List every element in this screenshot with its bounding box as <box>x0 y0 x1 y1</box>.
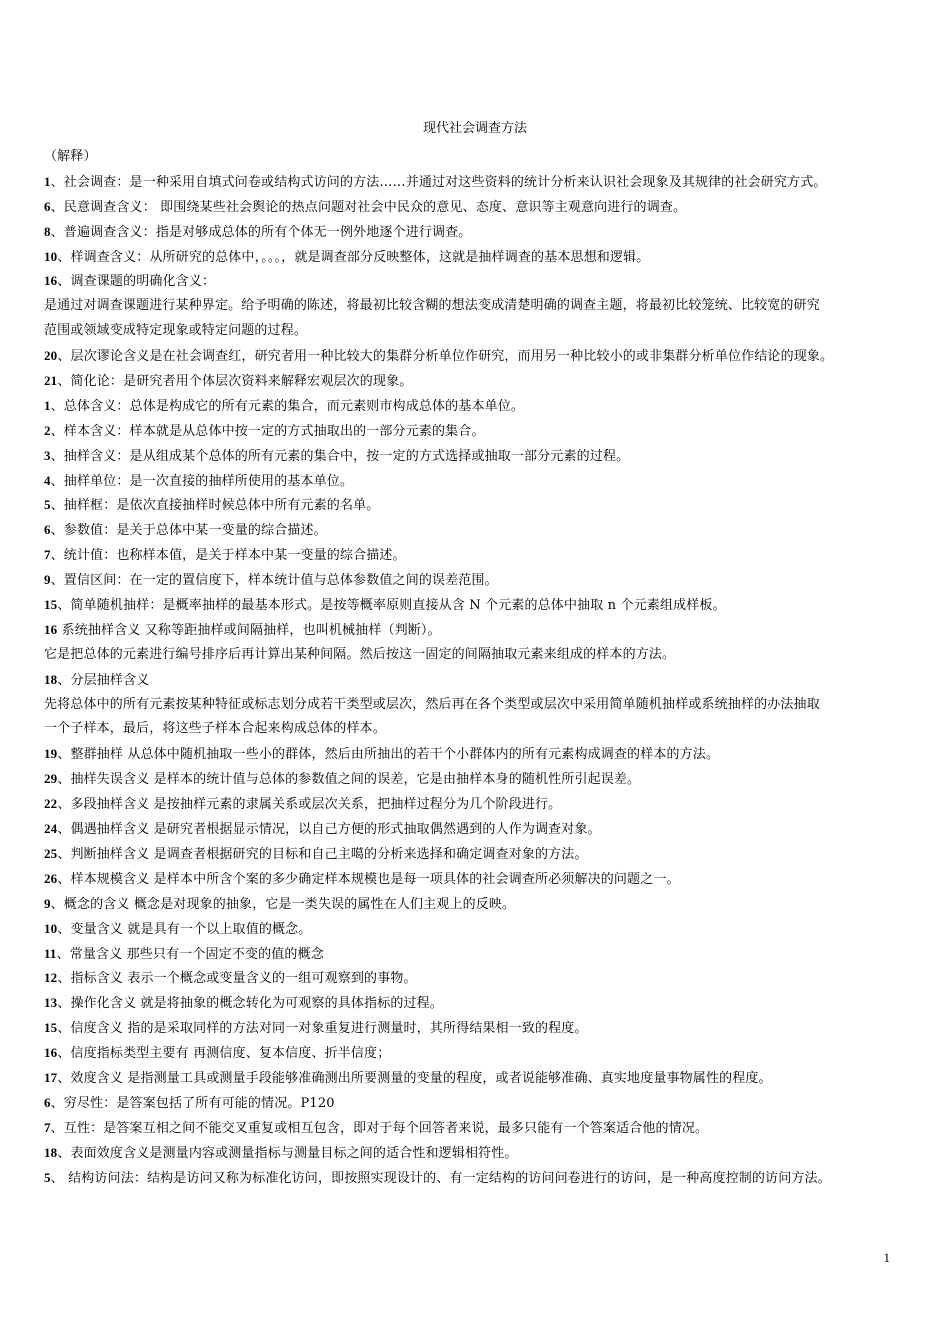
definition-line <box>44 1066 906 1091</box>
item-text: 、普遍调查含义：指是对够成总体的所有个体无一例外地逐个进行调查。 <box>50 224 472 240</box>
item-text: 、抽样失误含义 是样本的统计值与总体的参数值之间的误差，它是由抽样本身的随机性所引起误差。 <box>57 772 641 788</box>
item-text: 、穷尽性：是答案包括了所有可能的情况。P120 <box>50 1095 335 1111</box>
item-number: 2 <box>44 422 51 438</box>
item-text: 、调查课题的明确化含义： <box>57 274 216 290</box>
definition-line <box>44 1091 906 1116</box>
definition-line <box>44 867 906 892</box>
item-text: 、层次谬论含义是在社会调查红，研究者用一种比较大的集群分析单位作研究，而用另一种比较小的或非集群分析单位作结论的现象。 <box>57 349 834 365</box>
definition-line <box>44 991 906 1016</box>
definition-line <box>44 693 906 718</box>
item-text: 是通过对调查课题进行某种界定。给予明确的陈述，将最初比较含糊的想法变成清楚明确的调查主题，将最初比较笼统、比较宽的研究 <box>44 298 820 314</box>
item-number: 16 <box>44 273 58 289</box>
item-text: 、样调查含义：从所研究的总体中，。。。，就是调查部分反映整体，这就是抽样调查的基本思想和逻辑。 <box>57 249 650 265</box>
item-text: 、社会调查：是一种采用自填式问卷或结构式访问的方法……并通过对这些资料的统计分析来认识社会现象及其规律的社会研究方式。 <box>50 174 827 190</box>
item-text: 一个子样本，最后，将这些子样本合起来构成总体的样本。 <box>44 721 386 737</box>
item-number: 6 <box>44 1094 51 1110</box>
item-text: 、样本规模含义 是样本中所含个案的多少确定样本规模也是每一项具体的社会调查所必须解决的问题之一。 <box>57 871 680 887</box>
item-text: 先将总体中的所有元素按某种特征或标志划分成若干类型或层次，然后再在各个类型或层次中采用简单随机抽样或系统抽样的办法抽取 <box>44 696 820 712</box>
item-number: 16 <box>44 621 58 637</box>
page-number: 1 <box>883 1250 890 1265</box>
item-text: 、统计值：也称样本值，是关于样本中某一变量的综合描述。 <box>50 548 406 564</box>
definition-line <box>44 917 906 942</box>
item-number: 1 <box>44 173 51 189</box>
item-text: 它是把总体的元素进行编号排序后再计算出某种间隔。然后按这一固定的间隔抽取元素来组成的样本的方法。 <box>44 646 676 662</box>
item-number: 10 <box>44 920 58 936</box>
definition-line <box>44 444 906 469</box>
definition-line <box>44 220 906 245</box>
item-text: 、样本含义：样本就是从总体中按一定的方式抽取出的一部分元素的集合。 <box>50 423 485 439</box>
item-number: 6 <box>44 522 51 538</box>
definition-line <box>44 394 906 419</box>
item-number: 26 <box>44 870 58 886</box>
item-number: 11 <box>44 945 57 961</box>
item-text: 、操作化含义 就是将抽象的概念转化为可观察的具体指标的过程。 <box>57 996 443 1012</box>
definition-line <box>44 469 906 494</box>
section-label: （解释） <box>44 149 97 164</box>
definition-line <box>44 294 906 319</box>
definition-line <box>44 1041 906 1066</box>
definition-line <box>44 767 906 792</box>
item-text: 、抽样框：是依次直接抽样时候总体中所有元素的名单。 <box>50 498 380 514</box>
definition-line <box>44 792 906 817</box>
item-number: 7 <box>44 547 51 563</box>
item-text: 、互性：是答案互相之间不能交叉重复或相互包含，即对于每个回答者来说，最多只能有一个答案适合他的情况。 <box>50 1120 709 1136</box>
document-body <box>44 145 906 1190</box>
definition-line <box>44 742 906 767</box>
item-text: 、抽样单位：是一次直接的抽样所使用的基本单位。 <box>50 473 354 489</box>
item-text: 、 结构访问法：结构是访问又称为标准化访问，即按照实现设计的、有一定结构的访问问卷进行的访问，是一种高度控制的访问方法。 <box>50 1170 831 1186</box>
definition-line <box>44 717 906 742</box>
definition-line <box>44 170 906 195</box>
item-text: 、判断抽样含义 是调查者根据研究的目标和自己主噶的分析来选择和确定调查对象的方法。 <box>57 846 588 862</box>
item-text: 、指标含义 表示一个概念或变量含义的一组可观察到的事物。 <box>57 971 417 987</box>
definition-line <box>44 269 906 294</box>
item-number: 5 <box>44 1169 51 1185</box>
item-number: 24 <box>44 821 58 837</box>
item-number: 7 <box>44 1119 51 1135</box>
item-text: 、效度含义 是指测量工具或测量手段能够准确测出所要测量的变量的程度，或者说能够准确、真实地度量事物属性的程度。 <box>57 1070 772 1086</box>
item-text: 、民意调查含义： 即围绕某些社会舆论的热点问题对社会中民众的意见、态度、意识等主观意向进行的调查。 <box>50 199 687 215</box>
item-text: 、总体含义：总体是构成它的所有元素的集合，而元素则市构成总体的基本单位。 <box>50 398 525 414</box>
item-number: 29 <box>44 771 58 787</box>
item-number: 8 <box>44 223 51 239</box>
item-text: 、参数值：是关于总体中某一变量的综合描述。 <box>50 523 327 539</box>
definition-line <box>44 1166 906 1191</box>
definition-line <box>44 369 906 394</box>
item-text: 、置信区间：在一定的置信度下，样本统计值与总体参数值之间的误差范围。 <box>50 573 498 589</box>
item-text: 、表面效度含义是测量内容或测量指标与测量目标之间的适合性和逻辑相符性。 <box>57 1145 518 1161</box>
item-text: 范围或领域变成特定现象或特定问题的过程。 <box>44 323 308 339</box>
item-text: 、多段抽样含义 是按抽样元素的隶属关系或层次关系，把抽样过程分为几个阶段进行。 <box>57 797 562 813</box>
definition-line <box>44 493 906 518</box>
item-number: 4 <box>44 472 51 488</box>
definition-line <box>44 892 906 917</box>
item-number: 18 <box>44 1144 58 1160</box>
item-number: 9 <box>44 895 51 911</box>
definition-line <box>44 543 906 568</box>
definition-line <box>44 668 906 693</box>
item-text: 系统抽样含义 又称等距抽样或间隔抽样，也叫机械抽样（判断）。 <box>57 622 441 638</box>
item-text: 、分层抽样含义 <box>57 672 150 688</box>
definition-line <box>44 1116 906 1141</box>
item-number: 21 <box>44 373 58 389</box>
item-number: 18 <box>44 671 58 687</box>
definition-line <box>44 195 906 220</box>
item-number: 12 <box>44 970 58 986</box>
item-number: 17 <box>44 1069 58 1085</box>
item-number: 3 <box>44 447 51 463</box>
definition-line <box>44 518 906 543</box>
item-number: 22 <box>44 796 58 812</box>
definition-line <box>44 245 906 270</box>
item-text: 、常量含义 那些只有一个固定不变的值的概念 <box>56 946 324 962</box>
definition-line <box>44 419 906 444</box>
item-number: 10 <box>44 248 58 264</box>
definition-line <box>44 817 906 842</box>
item-number: 20 <box>44 348 58 364</box>
item-text: 、抽样含义：是从组成某个总体的所有元素的集合中，按一定的方式选择或抽取一部分元素的过程。 <box>50 448 630 464</box>
definition-line <box>44 1141 906 1166</box>
item-text: 、整群抽样 从总体中随机抽取一些小的群体，然后由所抽出的若干个小群体内的所有元素构成调查的样本的方法。 <box>57 747 720 763</box>
definition-list <box>44 170 906 1191</box>
definition-line <box>44 319 906 344</box>
item-number: 15 <box>44 1020 58 1036</box>
item-number: 9 <box>44 572 51 588</box>
item-number: 25 <box>44 845 58 861</box>
document-title: 现代社会调查方法 <box>422 121 527 136</box>
definition-line <box>44 568 906 593</box>
item-text: 、信度含义 指的是采取同样的方法对同一对象重复进行测量时，其所得结果相一致的程度。 <box>57 1021 588 1037</box>
definition-line <box>44 643 906 668</box>
definition-line <box>44 966 906 991</box>
definition-line <box>44 344 906 369</box>
definition-line <box>44 593 906 618</box>
item-number: 1 <box>44 397 51 413</box>
definition-line <box>44 942 906 967</box>
item-number: 6 <box>44 198 51 214</box>
item-number: 15 <box>44 597 58 613</box>
item-text: 、信度指标类型主要有 再测信度、复本信度、折半信度； <box>57 1046 391 1062</box>
definition-line <box>44 1016 906 1041</box>
definition-line <box>44 618 906 643</box>
item-text: 、变量含义 就是具有一个以上取值的概念。 <box>57 921 312 937</box>
item-text: 、概念的含义 概念是对现象的抽象，它是一类失误的属性在人们主观上的反映。 <box>50 896 516 912</box>
item-number: 19 <box>44 746 58 762</box>
definition-line <box>44 842 906 867</box>
item-text: 、简化论：是研究者用个体层次资料来解释宏观层次的现象。 <box>57 374 413 390</box>
item-number: 5 <box>44 497 51 513</box>
item-text: 、简单随机抽样：是概率抽样的最基本形式。是按等概率原则直接从含 N 个元素的总体中抽取 n 个元素组成样板。 <box>57 598 726 614</box>
item-number: 16 <box>44 1045 58 1061</box>
item-number: 13 <box>44 995 58 1011</box>
item-text: 、偶遇抽样含义 是研究者根据显示情况，以自己方便的形式抽取偶然遇到的人作为调查对象。 <box>57 822 601 838</box>
